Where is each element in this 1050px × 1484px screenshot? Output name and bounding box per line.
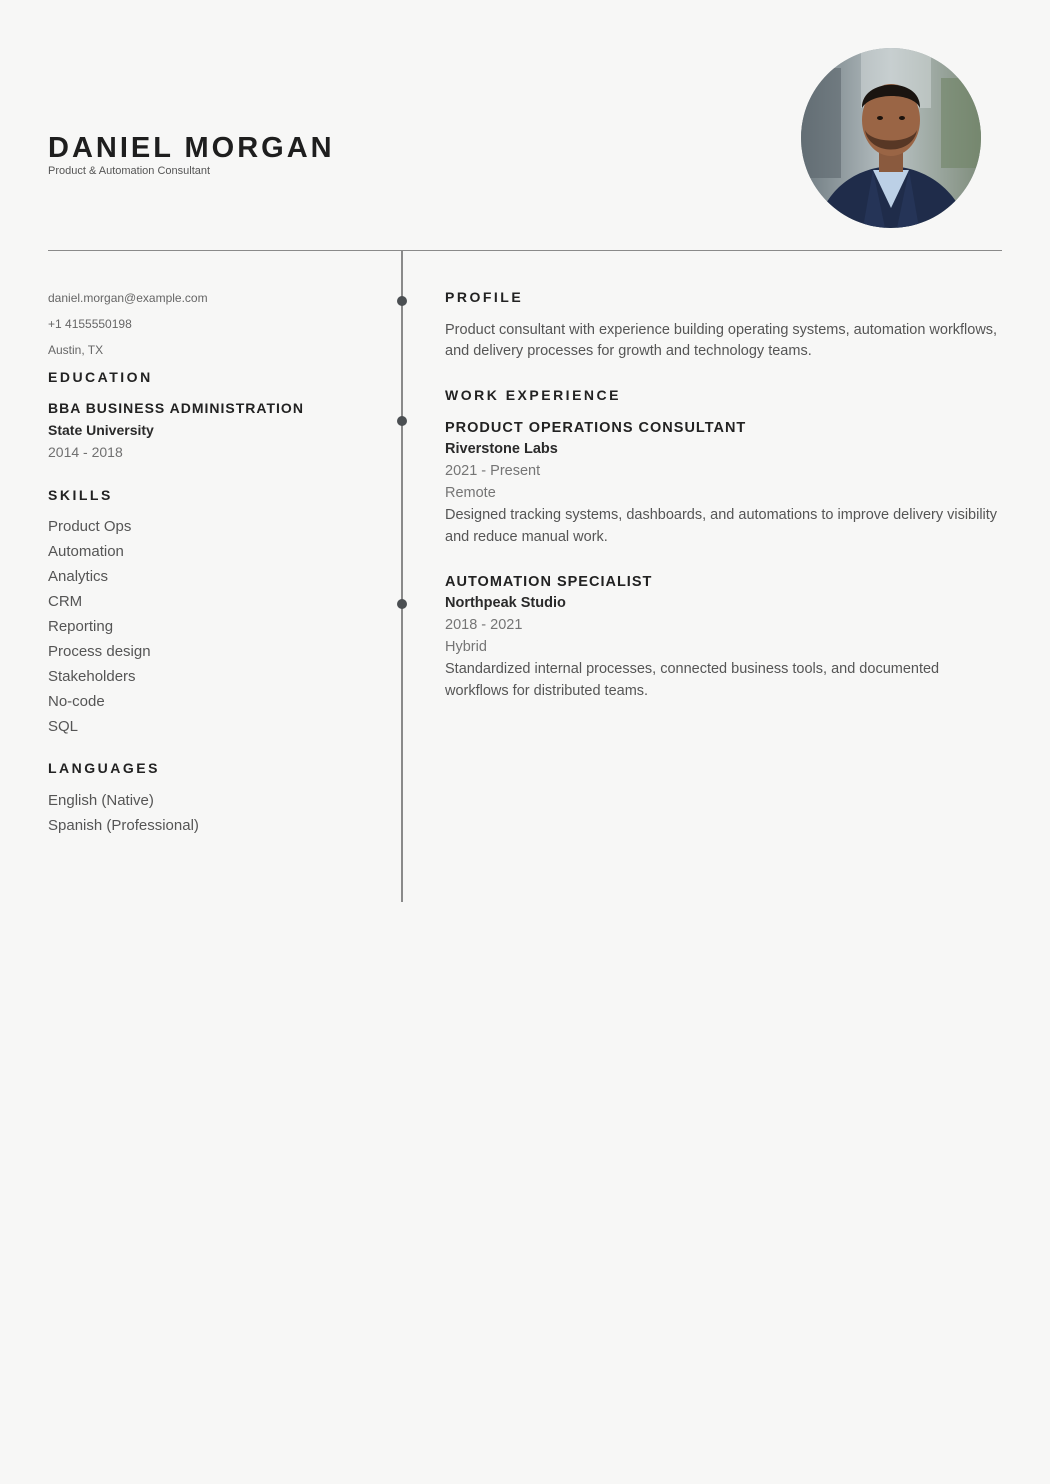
left-column (48, 288, 388, 838)
skills-title: SKILLS (48, 487, 113, 503)
job-company: Northpeak Studio (445, 595, 566, 611)
skill-item: Automation (48, 543, 124, 560)
right-column (445, 288, 1005, 702)
candidate-subtitle: Product & Automation Consultant (48, 165, 211, 177)
job-dates: 2018 - 2021 (445, 617, 523, 633)
education-dates: 2014 - 2018 (48, 444, 123, 460)
skills-list (48, 514, 388, 739)
education-school: State University (48, 422, 154, 438)
profile-photo (801, 48, 981, 228)
job-entry (445, 572, 1005, 702)
job-location: Hybrid (445, 639, 487, 655)
skill-item: Product Ops (48, 518, 132, 535)
experience-title: WORK EXPERIENCE (445, 387, 621, 403)
timeline-dot-job-2 (397, 599, 407, 609)
education-section (48, 368, 388, 463)
skill-item: CRM (48, 593, 83, 610)
profile-text: Product consultant with experience building operating systems, automation workflows, and delivery processes for growth and technology teams. (445, 322, 998, 359)
candidate-name: DANIEL MORGAN (48, 132, 335, 164)
education-title: EDUCATION (48, 369, 153, 385)
skill-item: SQL (48, 718, 79, 735)
contact-section (48, 288, 388, 360)
languages-list (48, 788, 388, 838)
languages-title: LANGUAGES (48, 760, 160, 776)
skill-item: Analytics (48, 568, 109, 585)
header-divider (48, 250, 1002, 251)
profile-title: PROFILE (445, 289, 524, 305)
job-description: Standardized internal processes, connected business tools, and documented workflows for distributed teams. (445, 661, 940, 699)
language-item: Spanish (Professional) (48, 817, 199, 834)
job-location: Remote (445, 485, 496, 501)
education-degree: BBA BUSINESS ADMINISTRATION (48, 400, 304, 416)
job-company: Riverstone Labs (445, 441, 558, 457)
job-dates: 2021 - Present (445, 463, 541, 479)
language-item: English (Native) (48, 792, 154, 809)
job-title: PRODUCT OPERATIONS CONSULTANT (445, 420, 747, 436)
job-description: Designed tracking systems, dashboards, and automations to improve delivery visibility and reduce manual work. (445, 507, 998, 545)
skill-item: Reporting (48, 618, 114, 635)
languages-section (48, 759, 388, 838)
column-divider (401, 251, 403, 902)
timeline-dot-experience (397, 416, 407, 426)
job-entry (445, 418, 1005, 548)
profile-section (445, 288, 1005, 362)
contact-email: daniel.morgan@example.com (48, 291, 208, 305)
skill-item: Process design (48, 643, 151, 660)
timeline-dot-profile (397, 296, 407, 306)
skills-section (48, 486, 388, 739)
skill-item: No-code (48, 693, 105, 710)
job-title: AUTOMATION SPECIALIST (445, 574, 653, 590)
experience-section (445, 386, 1005, 702)
skill-item: Stakeholders (48, 668, 136, 685)
contact-location: Austin, TX (48, 343, 104, 357)
contact-phone: +1 4155550198 (48, 317, 132, 331)
